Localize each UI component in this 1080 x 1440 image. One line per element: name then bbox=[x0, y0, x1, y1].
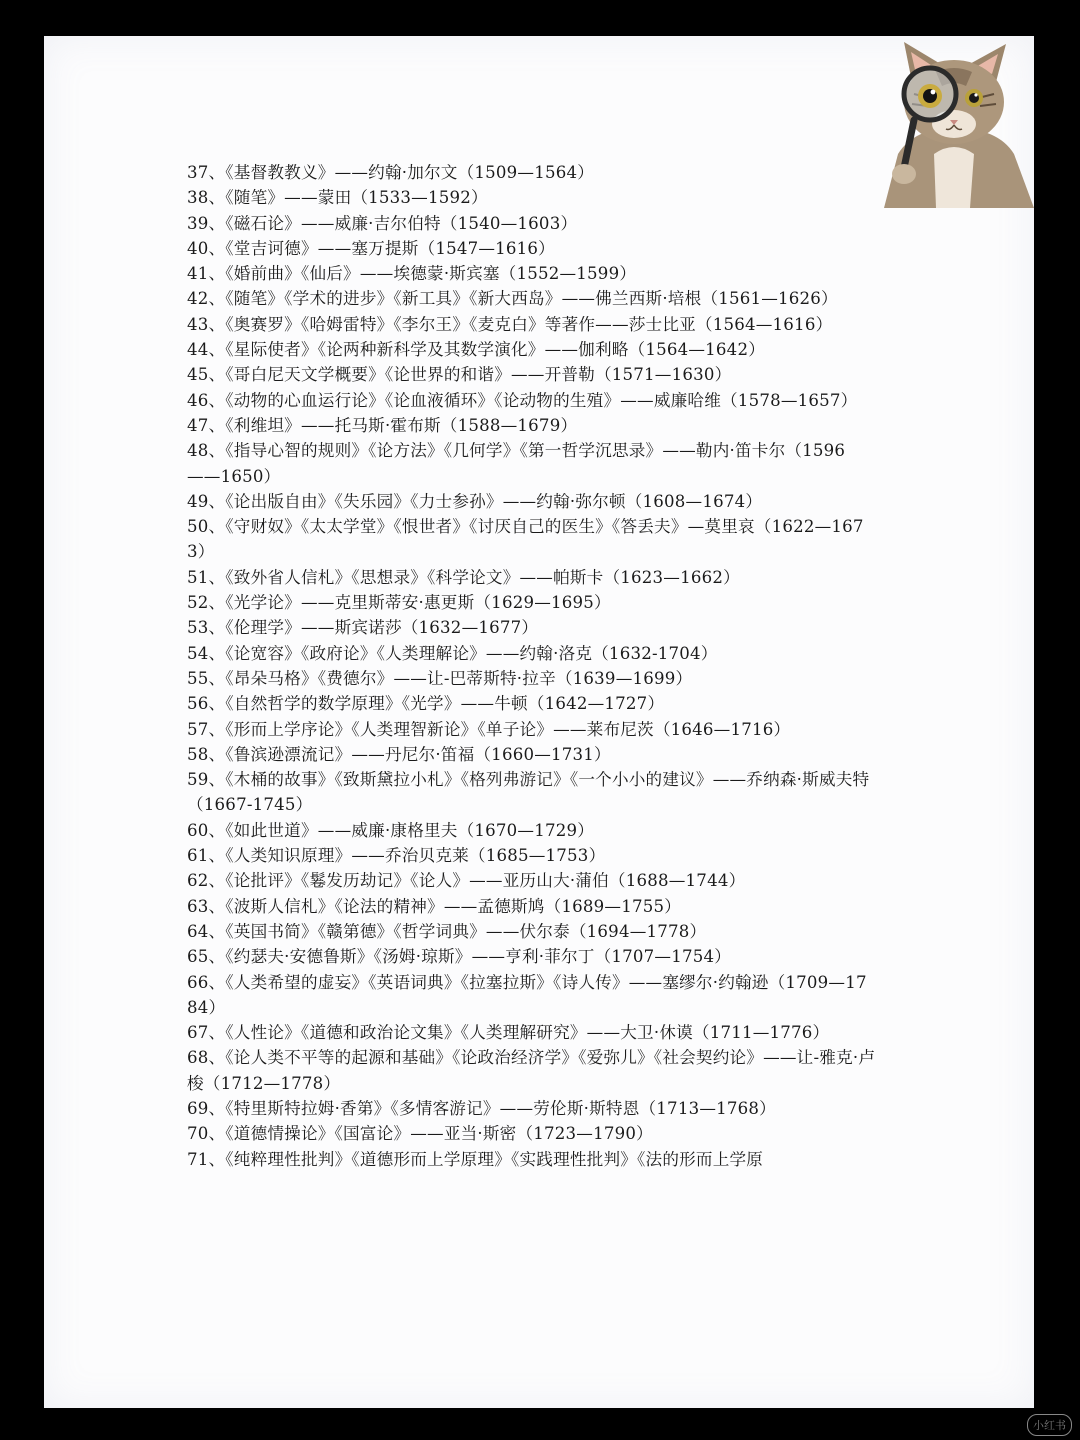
list-item bbox=[187, 615, 877, 640]
item-number: 43、 bbox=[187, 314, 226, 334]
item-number: 53、 bbox=[187, 618, 226, 638]
list-item bbox=[187, 489, 877, 514]
item-number: 46、 bbox=[187, 390, 226, 410]
item-number: 62、 bbox=[187, 871, 226, 891]
list-item bbox=[187, 211, 877, 236]
item-number: 60、 bbox=[187, 820, 226, 840]
item-number: 47、 bbox=[187, 415, 226, 435]
item-number: 45、 bbox=[187, 365, 226, 385]
item-number: 37、 bbox=[187, 163, 226, 182]
item-text: 《木桶的故事》《致斯黛拉小札》《格列弗游记》《一个小小的建议》——乔纳森·斯威夫特（1667-1745） bbox=[187, 770, 870, 815]
item-number: 40、 bbox=[187, 238, 226, 258]
list-item bbox=[187, 337, 877, 362]
watermark-badge: 小红书 bbox=[1027, 1414, 1072, 1436]
list-item bbox=[187, 970, 877, 1021]
list-item bbox=[187, 1096, 877, 1121]
list-item bbox=[187, 818, 877, 843]
document-page bbox=[44, 36, 1034, 1408]
list-item bbox=[187, 666, 877, 691]
item-text: 《奥赛罗》《哈姆雷特》《李尔王》《麦克白》等著作——莎士比亚（1564—1616） bbox=[225, 314, 833, 334]
item-text: 《波斯人信札》《论法的精神》——孟德斯鸠（1689—1755） bbox=[225, 896, 682, 916]
item-number: 68、 bbox=[187, 1048, 226, 1068]
item-text: 《道德情操论》《国富论》——亚当·斯密（1723—1790） bbox=[225, 1124, 653, 1144]
list-item bbox=[187, 691, 877, 716]
item-number: 52、 bbox=[187, 593, 226, 613]
cat-with-magnifier-icon bbox=[874, 36, 1034, 208]
item-text: 《利维坦》——托马斯·霍布斯（1588—1679） bbox=[225, 415, 578, 435]
book-list bbox=[187, 160, 877, 1172]
item-text: 《光学论》——克里斯蒂安·惠更斯（1629—1695） bbox=[225, 593, 611, 613]
item-text: 《自然哲学的数学原理》《光学》——牛顿（1642—1727） bbox=[225, 694, 665, 714]
item-text: 《守财奴》《太太学堂》《恨世者》《讨厌自己的医生》《答丢夫》—莫里哀（1622—1673） bbox=[187, 517, 864, 562]
item-number: 55、 bbox=[187, 668, 226, 688]
item-text: 《人类知识原理》——乔治贝克莱（1685—1753） bbox=[225, 846, 606, 866]
item-number: 49、 bbox=[187, 491, 226, 511]
item-text: 《指导心智的规则》《论方法》《几何学》《第一哲学沉思录》——勒内·笛卡尔（1596——1650） bbox=[187, 441, 846, 486]
list-item bbox=[187, 388, 877, 413]
list-item bbox=[187, 843, 877, 868]
item-number: 38、 bbox=[187, 188, 226, 208]
list-item bbox=[187, 944, 877, 969]
item-number: 59、 bbox=[187, 770, 226, 790]
list-item bbox=[187, 185, 877, 210]
item-number: 66、 bbox=[187, 972, 226, 992]
list-item bbox=[187, 717, 877, 742]
item-number: 51、 bbox=[187, 567, 226, 587]
item-number: 50、 bbox=[187, 517, 226, 537]
item-number: 54、 bbox=[187, 643, 226, 663]
item-number: 58、 bbox=[187, 744, 226, 764]
list-item bbox=[187, 413, 877, 438]
item-text: 《哥白尼天文学概要》《论世界的和谐》——开普勒（1571—1630） bbox=[225, 365, 732, 385]
list-item bbox=[187, 514, 877, 565]
item-text: 《婚前曲》《仙后》——埃德蒙·斯宾塞（1552—1599） bbox=[225, 264, 637, 284]
item-number: 39、 bbox=[187, 213, 226, 233]
item-text: 《堂吉诃德》——塞万提斯（1547—1616） bbox=[225, 238, 555, 258]
item-number: 61、 bbox=[187, 846, 226, 866]
list-item bbox=[187, 1147, 877, 1172]
item-number: 71、 bbox=[187, 1149, 226, 1169]
list-item bbox=[187, 894, 877, 919]
item-text: 《鲁滨逊漂流记》——丹尼尔·笛福（1660—1731） bbox=[225, 744, 611, 764]
list-item bbox=[187, 286, 877, 311]
item-text: 《随笔》《学术的进步》《新工具》《新大西岛》——佛兰西斯·培根（1561—1626） bbox=[225, 289, 838, 309]
list-item bbox=[187, 160, 877, 185]
item-number: 67、 bbox=[187, 1023, 226, 1043]
item-text: 《动物的心血运行论》《论血液循环》《论动物的生殖》——威廉哈维（1578—1657） bbox=[225, 390, 858, 410]
item-text: 《约瑟夫·安德鲁斯》《汤姆·琼斯》——亨利·菲尔丁（1707—1754） bbox=[225, 947, 732, 967]
item-text: 《如此世道》——威廉·康格里夫（1670—1729） bbox=[225, 820, 595, 840]
list-item bbox=[187, 438, 877, 489]
list-item bbox=[187, 362, 877, 387]
item-text: 《人性论》《道德和政治论文集》《人类理解研究》——大卫·休谟（1711—1776） bbox=[225, 1023, 830, 1043]
list-item bbox=[187, 641, 877, 666]
item-number: 48、 bbox=[187, 441, 226, 461]
list-item bbox=[187, 742, 877, 767]
item-text: 《伦理学》——斯宾诺莎（1632—1677） bbox=[225, 618, 539, 638]
item-text: 《致外省人信札》《思想录》《科学论文》——帕斯卡（1623—1662） bbox=[225, 567, 740, 587]
item-number: 42、 bbox=[187, 289, 226, 309]
list-item bbox=[187, 919, 877, 944]
list-item bbox=[187, 261, 877, 286]
item-number: 70、 bbox=[187, 1124, 226, 1144]
item-text: 《昂朵马格》《费德尔》——让-巴蒂斯特·拉辛（1639—1699） bbox=[225, 668, 693, 688]
list-item bbox=[187, 1121, 877, 1146]
item-text: 《人类希望的虚妄》《英语词典》《拉塞拉斯》《诗人传》——塞缪尔·约翰逊（1709—1784） bbox=[187, 972, 867, 1017]
item-number: 41、 bbox=[187, 264, 226, 284]
item-number: 63、 bbox=[187, 896, 226, 916]
item-number: 65、 bbox=[187, 947, 226, 967]
item-text: 《论人类不平等的起源和基础》《论政治经济学》《爱弥儿》《社会契约论》——让-雅克·卢梭（1712—1778） bbox=[187, 1048, 876, 1093]
item-text: 《随笔》——蒙田（1533—1592） bbox=[225, 188, 488, 208]
item-text: 《英国书简》《赣第德》《哲学词典》——伏尔泰（1694—1778） bbox=[225, 921, 707, 941]
item-text: 《基督教教义》——约翰·加尔文（1509—1564） bbox=[225, 163, 595, 182]
item-text: 《论批评》《鬈发历劫记》《论人》——亚历山大·蒲伯（1688—1744） bbox=[225, 871, 746, 891]
item-text: 《论宽容》《政府论》《人类理解论》——约翰·洛克（1632-1704） bbox=[225, 643, 718, 663]
list-item bbox=[187, 236, 877, 261]
item-text: 《磁石论》——威廉·吉尔伯特（1540—1603） bbox=[225, 213, 578, 233]
list-item bbox=[187, 565, 877, 590]
list-item bbox=[187, 590, 877, 615]
item-text: 《论出版自由》《失乐园》《力士参孙》——约翰·弥尔顿（1608—1674） bbox=[225, 491, 763, 511]
item-number: 44、 bbox=[187, 340, 226, 360]
item-number: 69、 bbox=[187, 1098, 226, 1118]
item-text: 《形而上学序论》《人类理智新论》《单子论》——莱布尼茨（1646—1716） bbox=[225, 719, 791, 739]
item-text: 《纯粹理性批判》《道德形而上学原理》《实践理性批判》《法的形而上学原 bbox=[225, 1149, 764, 1169]
item-number: 64、 bbox=[187, 921, 226, 941]
item-text: 《星际使者》《论两种新科学及其数学演化》——伽利略（1564—1642） bbox=[225, 340, 765, 360]
list-item bbox=[187, 767, 877, 818]
item-number: 56、 bbox=[187, 694, 226, 714]
item-number: 57、 bbox=[187, 719, 226, 739]
list-item bbox=[187, 1045, 877, 1096]
list-item bbox=[187, 868, 877, 893]
item-text: 《特里斯特拉姆·香第》《多情客游记》——劳伦斯·斯特恩（1713—1768） bbox=[225, 1098, 776, 1118]
list-item bbox=[187, 312, 877, 337]
list-item bbox=[187, 1020, 877, 1045]
